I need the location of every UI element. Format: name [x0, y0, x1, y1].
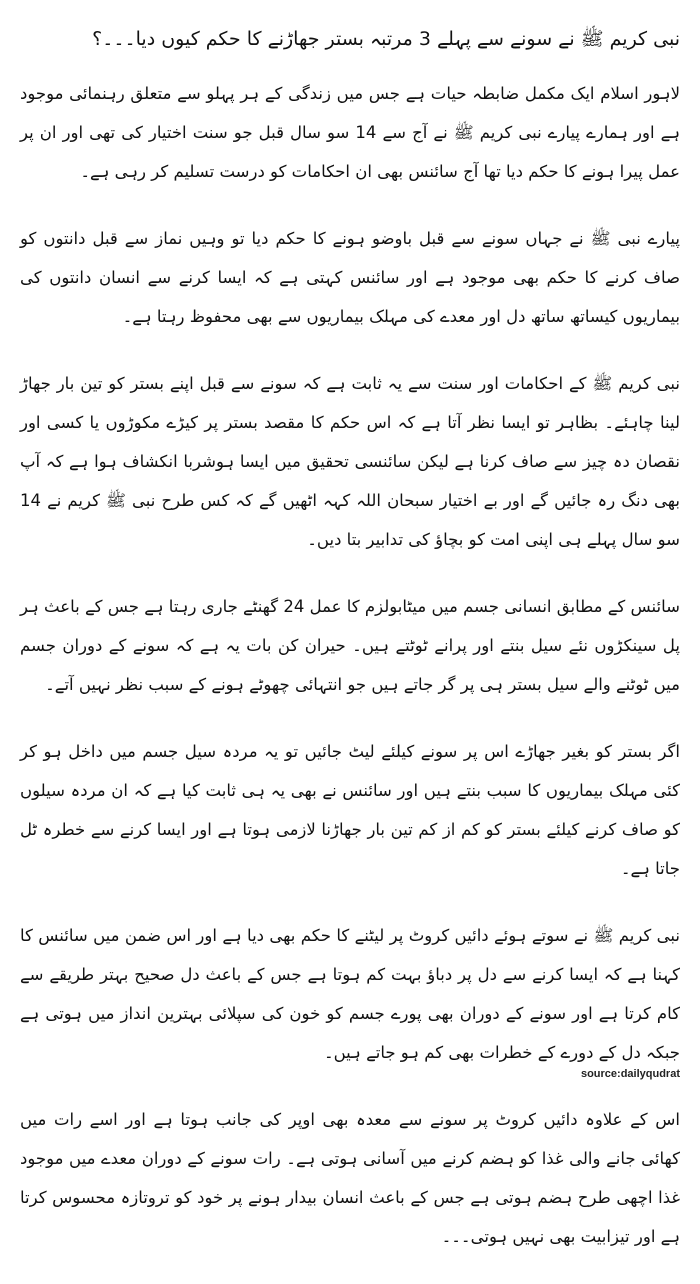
article-paragraph: اگر بستر کو بغیر جھاڑے اس پر سونے کیلئے لیٹ جائیں تو یہ مردہ سیل جسم میں داخل ہو کر کئی مہلک بیماریوں کا سبب بنتے ہیں اور سائنس نے بھی یہ ہی ثابت کیا ہے کہ ان مردہ سیلوں کو صاف کرنے کیلئے بستر کو کم از کم تین بار جھاڑنا لازمی ہوتا ہے اور ایسا کرنے سے خطرہ ٹل جاتا ہے۔ — [20, 742, 680, 878]
article-paragraph: نبی کریم ﷺ نے سوتے ہوئے دائیں کروٹ پر لیٹنے کا حکم بھی دیا ہے اور اس ضمن میں سائنس کا کہنا ہے کہ ایسا کرنے سے دل پر دباؤ بہت کم ہوتا ہے جس کے باعث دل صحیح بہتر طریقے سے کام کرتا ہے اور سونے کے دوران بھی پورے جسم کو خون کی سپلائی بہترین انداز میں ہوتی ہے جبکہ دل کے دورے کے خطرات بھی کم ہو جاتے ہیں۔ — [20, 926, 680, 1062]
article-title: نبی کریم ﷺ نے سونے سے پہلے 3 مرتبہ بستر جھاڑنے کا حکم کیوں دیا۔۔۔؟ — [92, 28, 680, 50]
article-body — [20, 74, 680, 1284]
article-paragraph: اس کے علاوہ دائیں کروٹ پر سونے سے معدہ بھی اوپر کی جانب ہوتا ہے اور اسے رات میں کھائی جانے والی غذا کو ہضم کرنے میں آسانی ہوتی ہے۔ رات سونے کے دوران معدے میں موجود غذا اچھی طرح ہضم ہوتی ہے جس کے باعث انسان بیدار ہونے پر خود کو تروتازہ محسوس کرتا ہے اور تیزابیت بھی نہیں ہوتی۔۔۔ — [20, 1110, 680, 1246]
article-paragraph: نبی کریم ﷺ کے احکامات اور سنت سے یہ ثابت ہے کہ سونے سے قبل اپنے بستر کو تین بار جھاڑ لینا چاہئے۔ بظاہر تو ایسا نظر آتا ہے کہ اس حکم کا مقصد بستر پر کیڑے مکوڑوں یا کسی اور نقصان دہ چیز سے صاف کرنا ہے لیکن سائنسی تحقیق میں ایسا ہوشربا انکشاف ہوا ہے کہ آپ بھی دنگ رہ جائیں گے اور بے اختیار سبحان اللہ کہہ اٹھیں گے کہ کس طرح نبی ﷺ کریم نے 14 سو سال پہلے ہی اپنی امت کو بچاؤ کی تدابیر بتا دیں۔ — [20, 374, 680, 549]
source-credit: source:dailyqudrat — [580, 1068, 680, 1080]
article-paragraph: پیارے نبی ﷺ نے جہاں سونے سے قبل باوضو ہونے کا حکم دیا تو وہیں نماز سے قبل دانتوں کو صاف کرنے کا حکم بھی موجود ہے اور سائنس کہتی ہے کہ ایسا کرنے سے انسان دانتوں کی بیماریوں کیساتھ ساتھ دل اور معدے کی مہلک بیماریوں سے بھی محفوظ رہتا ہے۔ — [20, 229, 680, 326]
article-paragraph: سائنس کے مطابق انسانی جسم میں میٹابولزم کا عمل 24 گھنٹے جاری رہتا ہے جس کے باعث ہر پل سینکڑوں نئے سیل بنتے اور پرانے ٹوٹتے ہیں۔ حیران کن بات یہ ہے کہ سونے کے دوران جسم میں ٹوٹنے والے سیل بستر ہی پر گر جاتے ہیں جو انتہائی چھوٹے ہونے کے سبب نظر نہیں آتے۔ — [20, 597, 680, 694]
article-paragraph: لاہور اسلام ایک مکمل ضابطہ حیات ہے جس میں زندگی کے ہر پہلو سے متعلق رہنمائی موجود ہے اور ہمارے پیارے نبی کریم ﷺ نے آج سے 14 سو سال قبل جو سنت اختیار کی تھی اور ان پر عمل پیرا ہونے کا حکم دیا تھا آج سائنس بھی ان احکامات کو درست تسلیم کر رہی ہے۔ — [20, 84, 680, 181]
